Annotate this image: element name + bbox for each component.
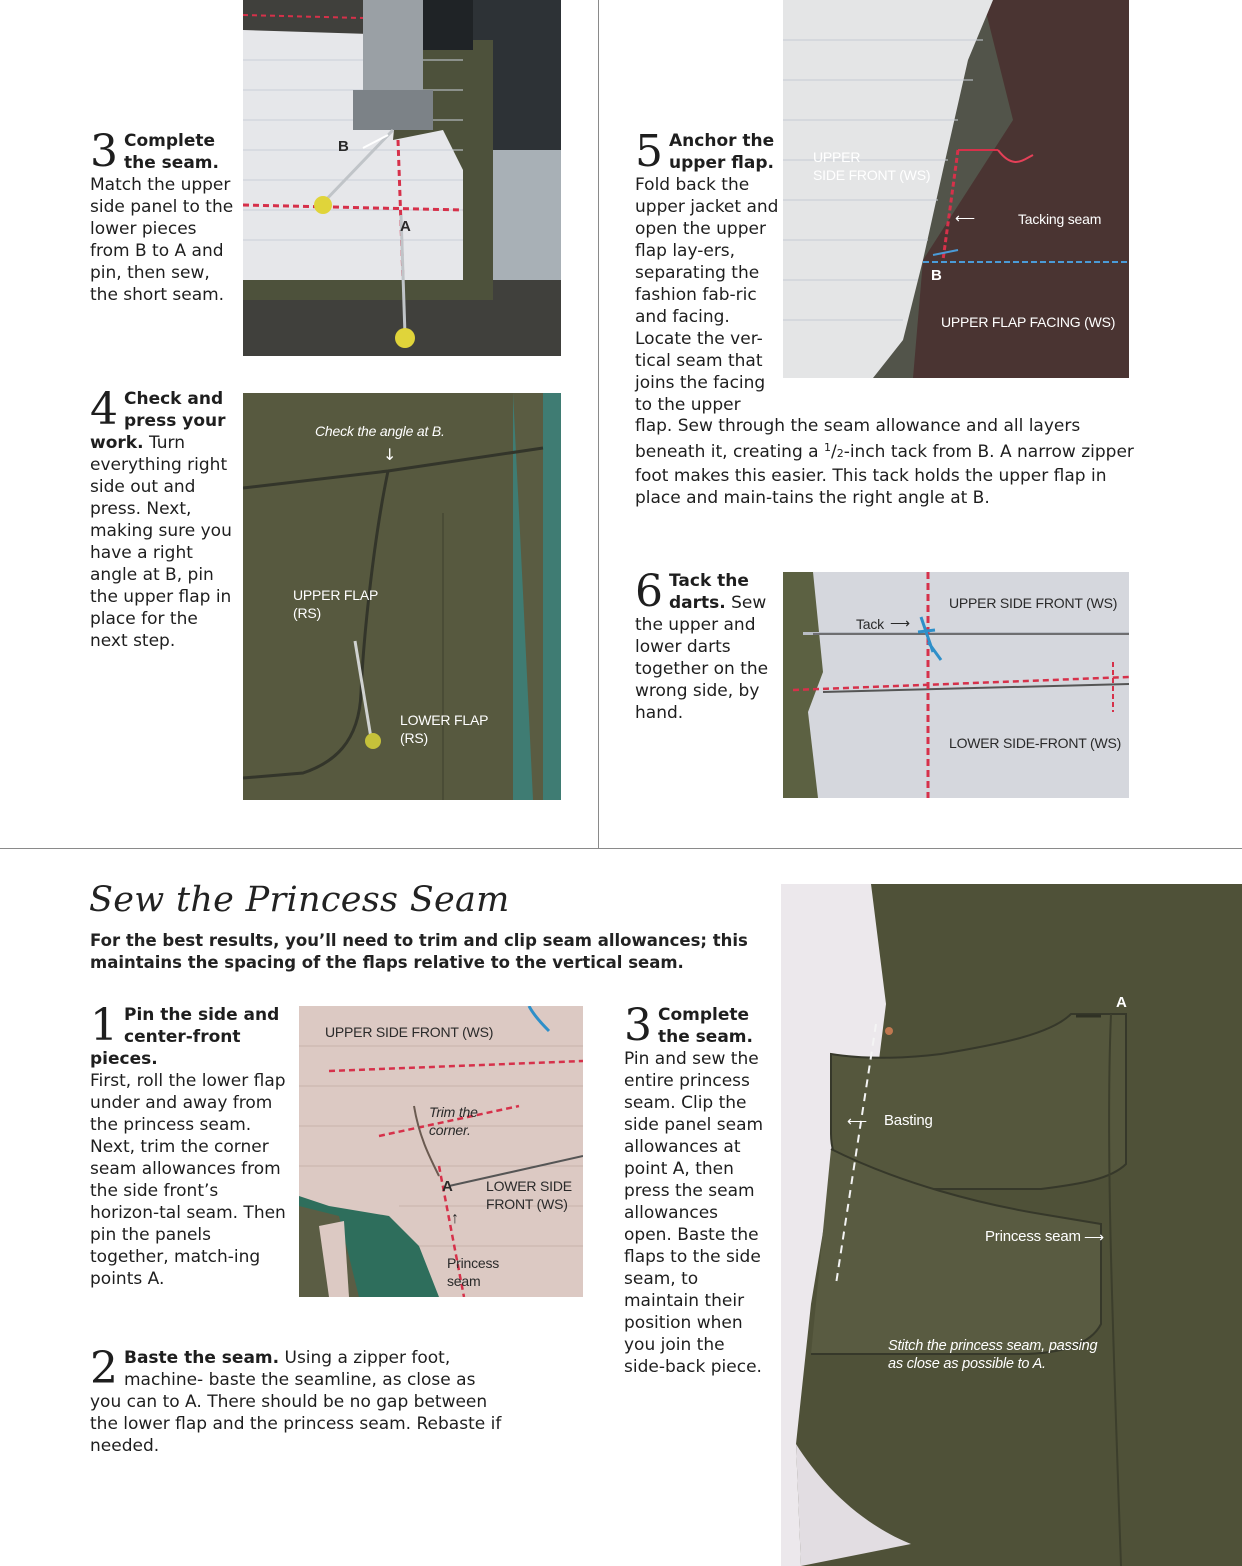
step-heading: Complete the seam. — [658, 1005, 753, 1047]
photo-flaps-right-side — [243, 393, 561, 800]
label-lower-flap: LOWER FLAP (RS) — [400, 712, 489, 746]
section-intro: For the best results, you’ll need to trim and clip seam allowances; this maintains the spacing of the flaps relative to the vertical seam. — [90, 931, 748, 972]
label-tacking-seam: Tacking seam — [1018, 211, 1102, 227]
left-arrow-icon: ⟵ — [955, 210, 975, 226]
section-divider — [0, 848, 1242, 849]
step-heading-body: Tack the darts. Sew the upper and lower darts together on the wrong side, by hand. — [635, 571, 769, 723]
step-4-top — [90, 384, 238, 652]
label-a: A — [442, 1178, 453, 1195]
step-heading: Complete the seam. — [124, 131, 219, 173]
photo-sewing-machine — [243, 0, 561, 356]
step-5-top — [635, 126, 781, 416]
label-b: B — [931, 267, 942, 284]
label-upper-flap: UPPER FLAP (RS) — [293, 587, 379, 621]
step-number: 3 — [90, 126, 118, 177]
step-body-narrow: Fold back the upper jacket and open the upper flap lay-ers, separating the fashion fab-ric and facing. Locate the ver-tical seam that joins the facing to the upper — [635, 175, 779, 415]
up-arrow-icon: ↑ — [451, 1210, 459, 1227]
step-body: Match the upper side panel to the lower pieces from B to A and pin, then sew, the short seam. — [90, 175, 234, 305]
step-5-body-wide: flap. Sew through the seam allowance and all layers beneath it, creating a $^1$/2-inch tack from B. A narrow zipper foot makes this easier. This tack holds the upper flap in place and main-tains the right angle at B. — [635, 416, 1134, 508]
step-number: 5 — [635, 126, 663, 177]
label-princess-seam: Princess seam — [447, 1255, 500, 1289]
step-number: 6 — [635, 566, 663, 617]
label-lower-side-front: LOWER SIDE FRONT (WS) — [486, 1178, 572, 1212]
label-upper-side-front: UPPER SIDE FRONT (WS) — [813, 149, 931, 183]
step-heading: Anchor the upper flap. — [669, 131, 775, 173]
photo-tack-darts — [783, 572, 1129, 798]
label-a: A — [1116, 994, 1127, 1011]
label-upper-side-front: UPPER SIDE FRONT (WS) — [949, 595, 1118, 611]
label-trim-corner: Trim the corner. — [429, 1104, 478, 1138]
step-heading: Pin the side and center-front pieces. — [90, 1005, 280, 1069]
label-princess-seam: Princess seam — [985, 1228, 1081, 1245]
label-upper-flap-facing: UPPER FLAP FACING (WS) — [941, 314, 1116, 330]
step-2-bottom — [90, 1343, 510, 1457]
step-heading-body: Baste the seam. Using a zipper foot, machine- baste the seamline, as close as you can to A. There should be no gap between the lower flap and the princess seam. Rebaste if needed. — [90, 1348, 502, 1456]
label-a: A — [400, 218, 411, 235]
step-heading-body: Check and press your work. Turn everything right side out and press. Next, making sure you have a right angle at B, pin the upper flap in place for the next step. — [90, 389, 232, 651]
step-number: 1 — [90, 1000, 118, 1051]
step-3-top — [90, 126, 238, 306]
step-1-bottom — [90, 1000, 286, 1290]
label-lower-side-front: LOWER SIDE-FRONT (WS) — [949, 735, 1122, 751]
column-divider — [598, 0, 599, 848]
photo-trim-corner — [299, 1006, 583, 1297]
section-title: Sew the Princess Seam — [89, 880, 510, 920]
step-3-bottom — [624, 1000, 770, 1378]
label-b: B — [338, 138, 349, 155]
label-tack: Tack — [856, 616, 884, 632]
step-number: 2 — [90, 1343, 118, 1394]
step-body: Pin and sew the entire princess seam. Clip the side panel seam allowances at point A, then press the seam allowances open. Baste the flaps to the side seam, to maintain their position when you join the side-back piece. — [624, 1049, 764, 1377]
photo-caption: Stitch the princess seam, passing as close as possible to A. — [888, 1338, 1098, 1372]
step-number: 3 — [624, 1000, 652, 1051]
label-basting: Basting — [884, 1112, 933, 1129]
left-arrow-icon: ⟵ — [847, 1113, 867, 1129]
label-check-angle: Check the angle at B. — [315, 423, 445, 439]
right-arrow-icon: ⟶ — [890, 615, 910, 631]
step-6-top — [635, 566, 775, 724]
label-upper-side-front: UPPER SIDE FRONT (WS) — [325, 1024, 494, 1040]
step-body: First, roll the lower flap under and away from the princess seam. Next, trim the corner seam allowances from the side front’s horizon-tal seam. Then pin the panels together, match-ing points A. — [90, 1071, 286, 1289]
step-number: 4 — [90, 384, 118, 435]
right-arrow-icon: ⟶ — [1084, 1229, 1104, 1245]
down-arrow-icon: ↓ — [383, 445, 397, 464]
photo-jacket-dress-form — [781, 884, 1242, 1566]
photo-tacking-seam — [783, 0, 1129, 378]
